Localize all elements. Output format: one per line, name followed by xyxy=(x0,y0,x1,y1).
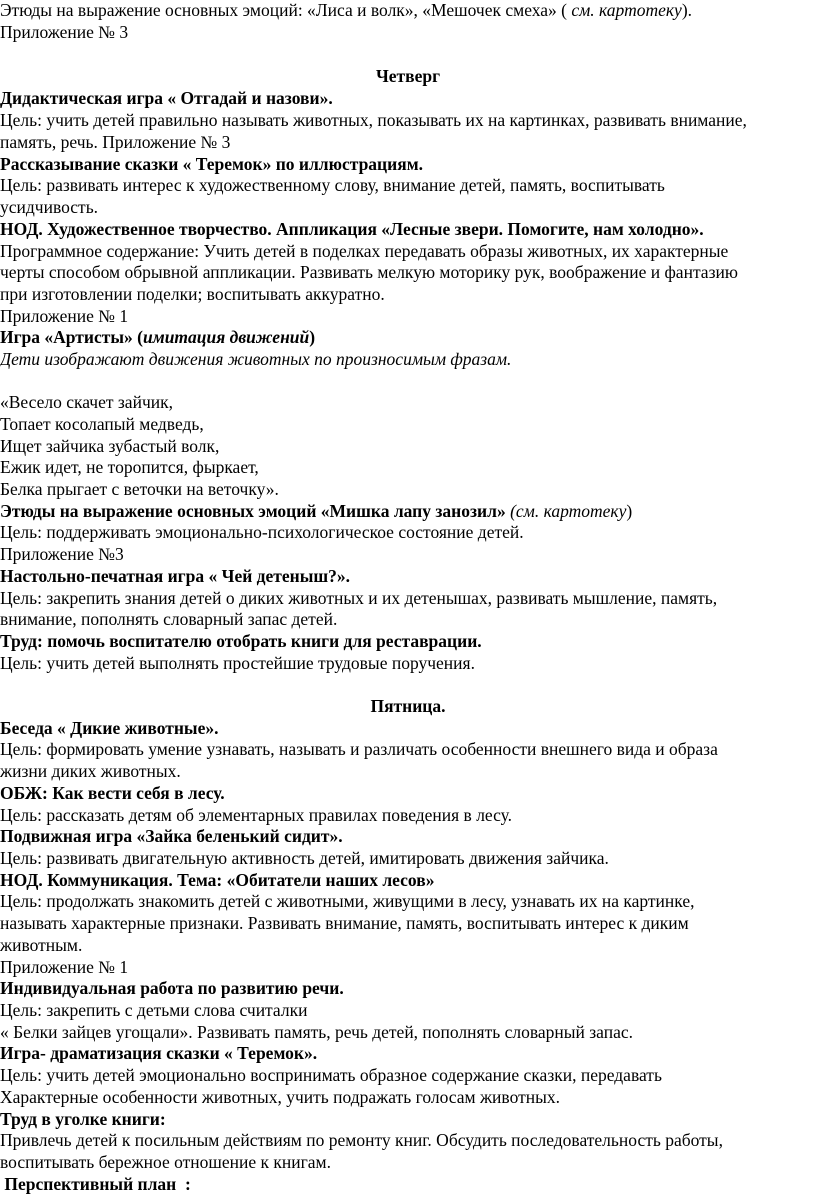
italic-reference: см. картотеку xyxy=(571,0,682,20)
activity-goal: Цель: развивать двигательную активность детей, имитировать движения зайчика. xyxy=(0,848,609,868)
appendix-reference: Приложение № 1 xyxy=(0,957,129,977)
activity-title: Подвижная игра «Зайка беленький сидит». xyxy=(0,826,343,846)
activity-goal-continued: « Белки зайцев угощали». Развивать память, речь детей, пополнять словарный запас. xyxy=(0,1022,633,1042)
poem-line: Ищет зайчика зубастый волк, xyxy=(0,436,220,456)
activity-title: Дидактическая игра « Отгадай и назови». xyxy=(0,88,333,108)
text-run: ). xyxy=(681,0,693,20)
appendix-reference: Приложение № 3 xyxy=(0,22,129,42)
activity-title: Труд в уголке книги: xyxy=(0,1109,166,1129)
text-run: Этюды на выражение основных эмоций: «Лиса и волк», «Мешочек смеха» ( xyxy=(0,0,572,20)
section-heading-friday: Пятница. xyxy=(370,696,446,716)
poem-line: Белка прыгает с веточки на веточку». xyxy=(0,479,279,499)
plan-heading: Перспективный план : xyxy=(0,1174,191,1194)
activity-goal: Цель: формировать умение узнавать, называть и различать особенности внешнего вида и образа xyxy=(0,739,718,759)
text-run: ) xyxy=(626,501,633,521)
activity-title: ОБЖ: Как вести себя в лесу. xyxy=(0,783,225,803)
poem-line: «Весело скачет зайчик, xyxy=(0,392,173,412)
activity-goal-continued: животным. xyxy=(0,935,83,955)
program-content: Программное содержание: Учить детей в поделках передавать образы животных, их характерные xyxy=(0,241,729,261)
activity-title: Игра- драматизация сказки « Теремок». xyxy=(0,1043,318,1063)
activity-goal: Цель: продолжать знакомить детей с животными, живущими в лесу, узнавать их на картинке, xyxy=(0,891,695,911)
activity-description-continued: воспитывать бережное отношение к книгам. xyxy=(0,1152,332,1172)
activity-goal: Цель: развивать интерес к художественному слову, внимание детей, память, воспитывать xyxy=(0,175,665,195)
activity-goal: Цель: учить детей правильно называть животных, показывать их на картинках, развивать внимание, xyxy=(0,110,747,130)
text-run: ) xyxy=(309,327,316,347)
italic-reference: (см. картотеку xyxy=(505,501,627,521)
activity-goal-continued: внимание, пополнять словарный запас детей. xyxy=(0,609,338,629)
text-run: Этюды на выражение основных эмоций «Мишка лапу занозил» xyxy=(0,501,506,521)
section-heading-thursday: Четверг xyxy=(375,66,441,86)
activity-goal: Цель: закрепить знания детей о диких животных и их детенышах, развивать мышление, память, xyxy=(0,588,718,608)
activity-goal-continued: называть характерные признаки. Развивать внимание, память, воспитывать интерес к диким xyxy=(0,913,689,933)
activity-goal-continued: память, речь. Приложение № 3 xyxy=(0,132,231,152)
text-run: Игра «Артисты» ( xyxy=(0,327,143,347)
activity-goal: Цель: поддерживать эмоционально-психологическое состояние детей. xyxy=(0,522,524,542)
activity-goal: Цель: рассказать детям об элементарных правилах поведения в лесу. xyxy=(0,805,513,825)
activity-description: Дети изображают движения животных по произносимым фразам. xyxy=(0,349,512,369)
program-content-continued: черты способом обрывной аппликации. Развивать мелкую моторику рук, воображение и фантазию xyxy=(0,262,738,282)
activity-title: Беседа « Дикие животные». xyxy=(0,718,219,738)
activity-goal-continued: Характерные особенности животных, учить подражать голосам животных. xyxy=(0,1087,560,1107)
activity-title xyxy=(0,327,315,348)
poem-line: Топает косолапый медведь, xyxy=(0,414,204,434)
poem-line: Ежик идет, не торопится, фыркает, xyxy=(0,457,259,477)
activity-title: Труд: помочь воспитателю отобрать книги для реставрации. xyxy=(0,631,482,651)
activity-description: Привлечь детей к посильным действиям по ремонту книг. Обсудить последовательность работы, xyxy=(0,1130,723,1150)
program-content-continued: при изготовлении поделки; воспитывать аккуратно. xyxy=(0,284,385,304)
activity-title: Настольно-печатная игра « Чей детеныш?». xyxy=(0,566,351,586)
activity-title xyxy=(0,501,632,522)
activity-goal-continued: усидчивость. xyxy=(0,197,99,217)
activity-goal: Цель: учить детей выполнять простейшие трудовые поручения. xyxy=(0,653,475,673)
activity-title: НОД. Коммуникация. Тема: «Обитатели наших лесов» xyxy=(0,870,435,890)
activity-goal-continued: жизни диких животных. xyxy=(0,761,181,781)
activity-title: НОД. Художественное творчество. Аппликация «Лесные звери. Помогите, нам холодно». xyxy=(0,219,704,239)
activity-title: Рассказывание сказки « Теремок» по иллюстрациям. xyxy=(0,154,423,174)
activity-title: Индивидуальная работа по развитию речи. xyxy=(0,978,344,998)
activity-goal: Цель: закрепить с детьми слова считалки xyxy=(0,1000,308,1020)
appendix-reference: Приложение № 1 xyxy=(0,306,129,326)
italic-reference: имитация движений xyxy=(142,327,310,347)
activity-goal: Цель: учить детей эмоционально воспринимать образное содержание сказки, передавать xyxy=(0,1065,662,1085)
paragraph-etudes-intro xyxy=(0,0,692,21)
appendix-reference: Приложение №3 xyxy=(0,544,124,564)
